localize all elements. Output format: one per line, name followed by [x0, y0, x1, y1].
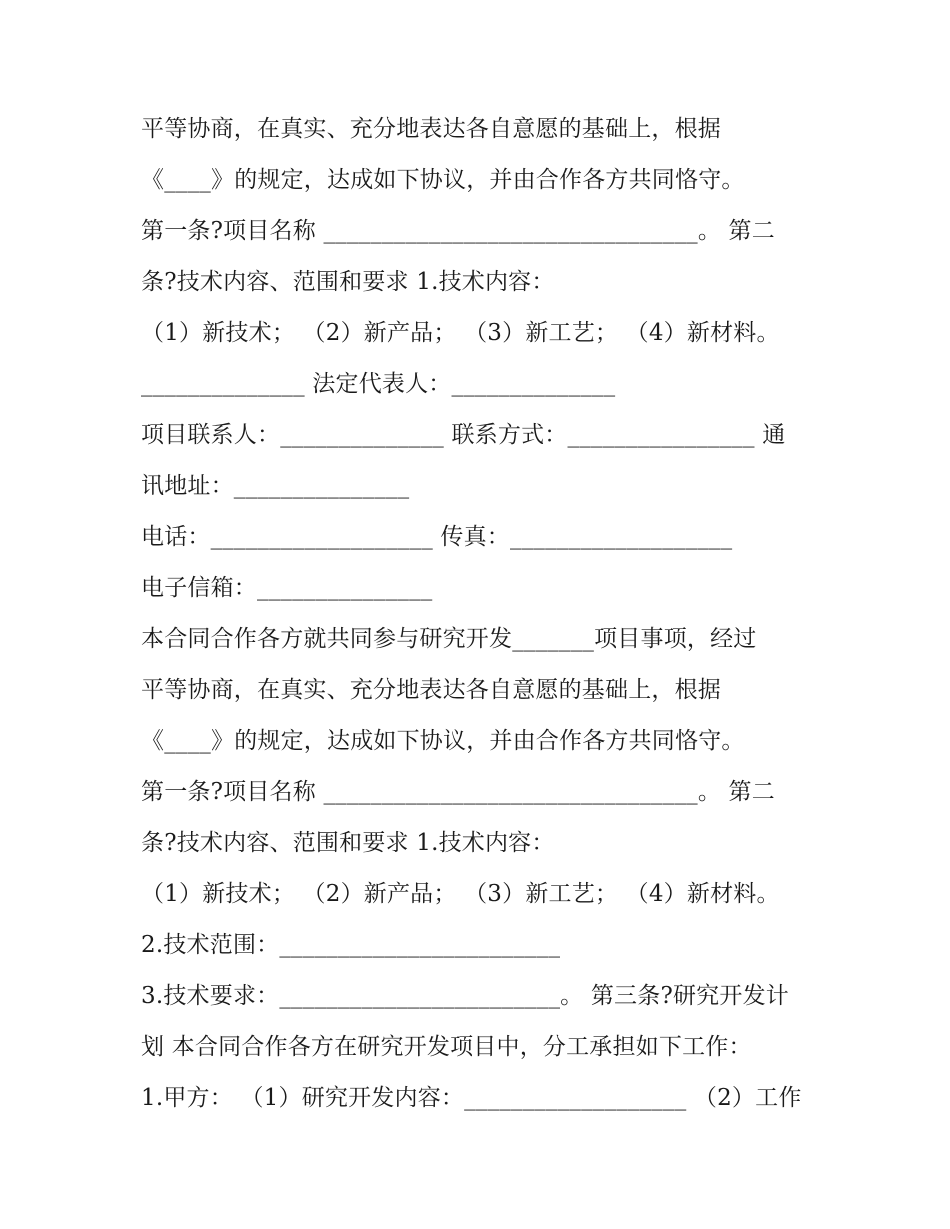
text-line: 第一条?项目名称 ________________________________。 第二 — [141, 779, 775, 805]
text-line: 《____》的规定，达成如下协议，并由合作各方共同恪守。 — [141, 167, 745, 193]
text-line: 电子信箱：_______________ — [141, 575, 433, 601]
document-body — [141, 104, 821, 1124]
text-line: （1）新技术； （2）新产品； （3）新工艺； （4）新材料。 — [141, 320, 780, 346]
text-line: 项目联系人：______________ 联系方式：________________ 通 — [141, 422, 786, 448]
text-line: 平等协商，在真实、充分地表达各自意愿的基础上，根据 — [141, 677, 721, 703]
text-line: （1）新技术； （2）新产品； （3）新工艺； （4）新材料。 — [141, 881, 780, 907]
text-line: ______________ 法定代表人：______________ — [141, 371, 616, 397]
text-line: 平等协商，在真实、充分地表达各自意愿的基础上，根据 — [141, 116, 721, 142]
text-line: 第一条?项目名称 ________________________________。 第二 — [141, 218, 775, 244]
text-line: 1.甲方： （1）研究开发内容：___________________ （2）工作 — [141, 1085, 802, 1111]
text-line: 电话：___________________ 传真：___________________ — [141, 524, 733, 550]
text-line: 划 本合同合作各方在研究开发项目中，分工承担如下工作： — [141, 1034, 752, 1060]
text-line: 3.技术要求：________________________。 第三条?研究开发计 — [141, 983, 789, 1009]
text-line: 条?技术内容、范围和要求 1.技术内容： — [141, 830, 555, 856]
text-line: 《____》的规定，达成如下协议，并由合作各方共同恪守。 — [141, 728, 745, 754]
text-line: 讯地址：_______________ — [141, 473, 410, 499]
text-line: 条?技术内容、范围和要求 1.技术内容： — [141, 269, 555, 295]
text-line: 本合同合作各方就共同参与研究开发_______项目事项，经过 — [141, 626, 757, 652]
text-line: 2.技术范围：________________________ — [141, 932, 561, 958]
